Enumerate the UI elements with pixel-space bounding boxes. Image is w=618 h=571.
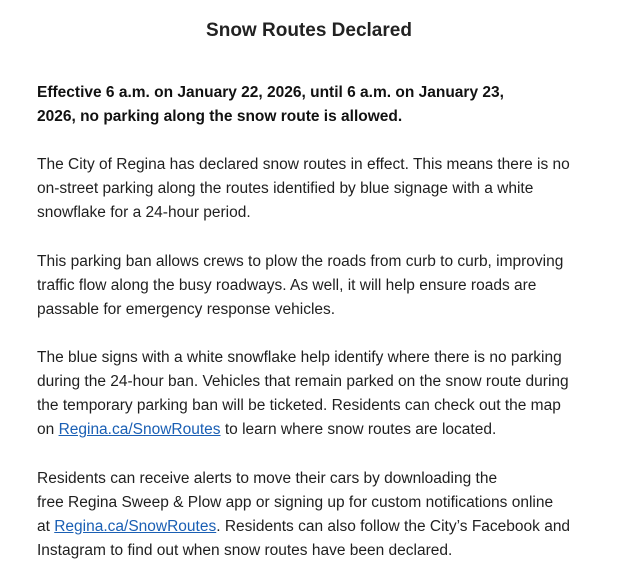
- intro-line: 2026, no parking along the snow route is allowed.: [37, 108, 403, 125]
- paragraph-snow-routes: [37, 153, 597, 225]
- paragraph-line: [37, 418, 597, 442]
- paragraph-line: [37, 515, 597, 539]
- paragraph-line: the temporary parking ban will be ticketed. Residents can check out the map: [37, 397, 561, 414]
- paragraph-line: snowflake for a 24-hour period.: [37, 204, 251, 221]
- paragraph-line: This parking ban allows crews to plow the roads from curb to curb, improving: [37, 253, 564, 270]
- paragraph-alerts: [37, 467, 597, 563]
- page-title: Snow Routes Declared: [206, 20, 412, 41]
- text-segment: . Residents can also follow the City’s Facebook and: [216, 518, 571, 535]
- text-segment: to learn where snow routes are located.: [220, 421, 497, 438]
- intro-paragraph: [37, 81, 597, 129]
- paragraph-line: The blue signs with a white snowflake help identify where there is no parking: [37, 349, 562, 366]
- paragraph-line: Residents can receive alerts to move their cars by downloading the: [37, 470, 498, 487]
- paragraph-line: on-street parking along the routes identified by blue signage with a white: [37, 180, 534, 197]
- snow-routes-link[interactable]: Regina.ca/SnowRoutes: [54, 518, 217, 535]
- paragraph-line: passable for emergency response vehicles.: [37, 301, 336, 318]
- paragraph-line: traffic flow along the busy roadways. As well, it will help ensure roads are: [37, 277, 537, 294]
- text-segment: at: [37, 518, 55, 535]
- snow-routes-link[interactable]: Regina.ca/SnowRoutes: [58, 421, 221, 438]
- text-segment: on: [37, 421, 59, 438]
- paragraph-line: The City of Regina has declared snow routes in effect. This means there is no: [37, 156, 570, 173]
- paragraph-line: Instagram to find out when snow routes have been declared.: [37, 542, 453, 559]
- intro-line: Effective 6 a.m. on January 22, 2026, until 6 a.m. on January 23,: [37, 84, 504, 101]
- paragraph-line: during the 24-hour ban. Vehicles that remain parked on the snow route during: [37, 373, 569, 390]
- paragraph-line: free Regina Sweep & Plow app or signing up for custom notifications online: [37, 494, 554, 511]
- paragraph-blue-signs: [37, 346, 597, 442]
- paragraph-parking-ban: [37, 250, 597, 322]
